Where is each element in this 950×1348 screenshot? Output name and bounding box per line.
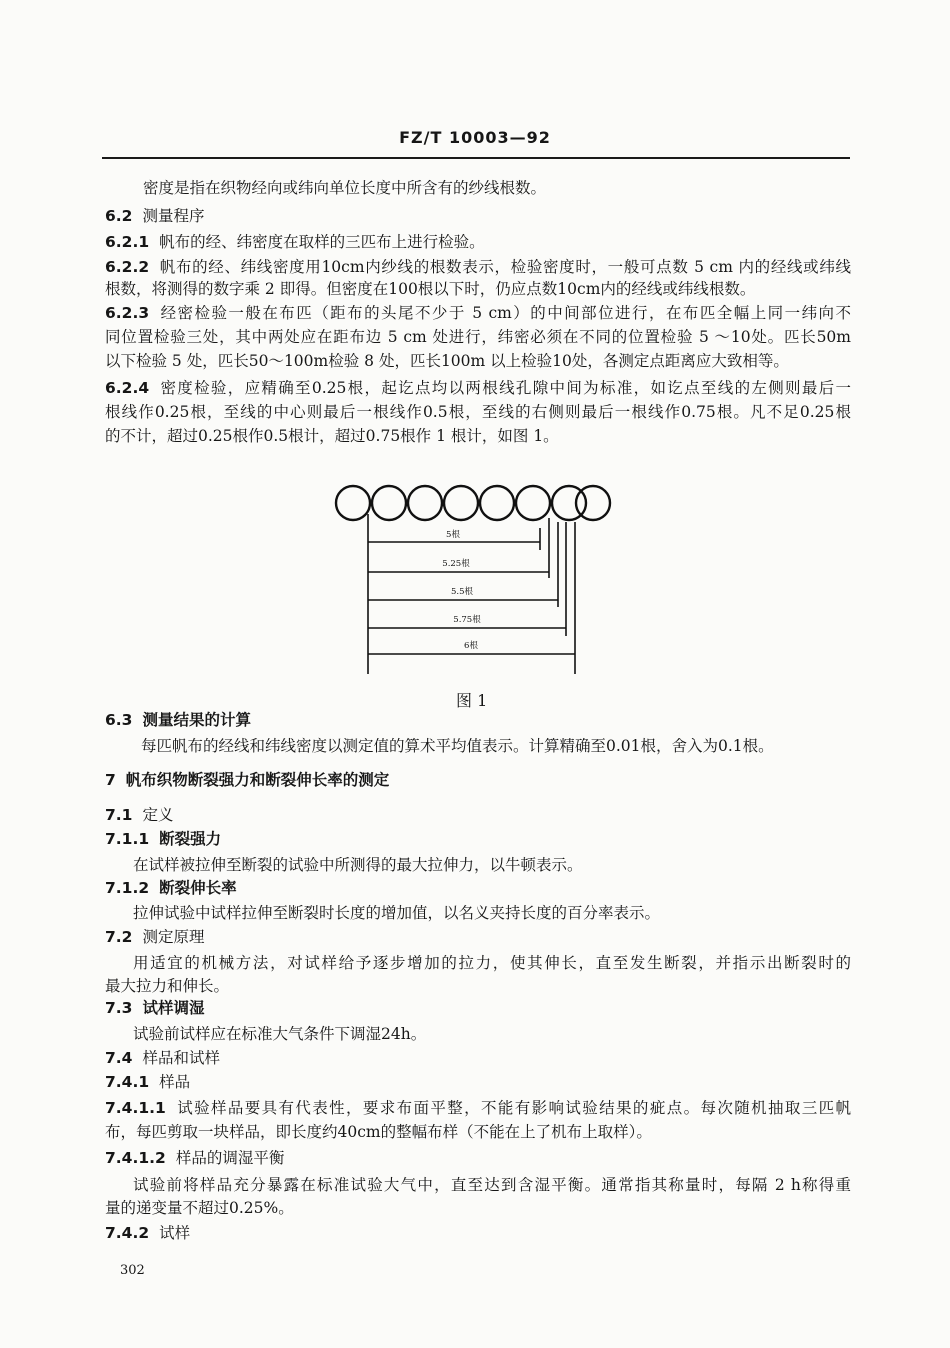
section-7-3-text: 试验前试样应在标准大气条件下调湿24h。 [133,1025,427,1043]
section-number: 7.4.2 [105,1224,150,1242]
section-7-1-1-text: 在试样被拉伸至断裂的试验中所测得的最大拉伸力，以牛顿表示。 [133,856,583,874]
section-6-2-3-line1 [105,303,851,323]
section-6-3 [105,710,251,730]
section-title: 测量程序 [142,207,205,225]
section-7-3 [105,998,204,1018]
section-6-2-3-line3: 以下检验 5 处，匹长50～100m检验 8 处，匹长100m 以上检验10处，各测定点距离应大致相等。 [105,352,789,370]
section-number: 6.2.3 [105,304,150,322]
figure-1-diagram [334,482,612,682]
section-title: 测定原理 [142,928,205,946]
header-rule [102,157,850,159]
yarn-circle [336,486,370,520]
section-7-4-1-1-line2: 布，每匹剪取一块样品，即长度约40cm的整幅布样（不能在上了机布上取样）。 [105,1123,652,1141]
section-number: 7.1.1 [105,830,150,848]
yarn-circle [480,486,514,520]
section-7 [105,770,389,790]
section-6-2-1 [105,232,485,252]
paragraph-text: 帆布的经、纬密度在取样的三匹布上进行检验。 [159,233,485,251]
section-7-2-line1: 用适宜的机械方法，对试样给予逐步增加的拉力，使其伸长，直至发生断裂，并指示出断裂时的 [133,954,851,972]
section-7-4-2 [105,1223,190,1243]
section-title: 样品 [159,1073,191,1091]
section-7-1-1 [105,829,221,849]
section-6-2-4-line1 [105,378,851,398]
section-7-1 [105,805,173,825]
section-title: 样品的调湿平衡 [175,1149,285,1167]
section-7-2-line2: 最大拉力和伸长。 [105,977,230,995]
section-7-4-1-2-line2: 量的递变量不超过0.25%。 [105,1199,294,1217]
yarn-circle [516,486,550,520]
section-7-4-1-1-line1 [105,1098,851,1118]
figure-caption: 图 1 [456,691,488,710]
section-7-4-1-2-line1: 试验前将样品充分暴露在标准试验大气中，直至达到含湿平衡。通常指其称量时，每隔 2 h称得重 [133,1176,851,1194]
section-title: 断裂伸长率 [159,878,237,897]
paragraph-text: 密度检验，应精确至0.25根，起讫点均以两根线孔隙中间为标准，如讫点至线的左侧则最后一 [159,379,851,397]
section-6-2-3-line2: 同位置检验三处，其中两处应在距布边 5 cm 处进行，纬密必须在不同的位置检验 5 ～10处。匹长50m [105,328,851,346]
section-number: 7.3 [105,999,133,1017]
section-number: 6.2.1 [105,233,150,251]
section-number: 6.3 [105,711,133,729]
section-title: 测量结果的计算 [142,710,251,729]
page-number: 302 [120,1263,145,1278]
section-7-1-2 [105,878,237,898]
section-7-4-1 [105,1072,190,1092]
yarn-circle [408,486,442,520]
section-7-4 [105,1048,220,1068]
section-title: 试样调湿 [142,998,205,1017]
section-number: 7 [105,771,116,789]
section-6-2-4-line2: 根线作0.25根，至线的中心则最后一根线作0.5根，至线的右侧则最后一根线作0.75根。凡不足0.25根 [105,403,851,421]
section-6-2-4-line3: 的不计，超过0.25根作0.5根计，超过0.75根作 1 根计，如图 1。 [105,427,559,445]
label-5-75-gen: 5.75根 [453,615,481,625]
section-number: 7.1.2 [105,879,150,897]
section-7-2 [105,927,204,947]
section-number: 6.2 [105,207,133,225]
section-title: 断裂强力 [159,829,222,848]
section-number: 7.4 [105,1049,133,1067]
section-title: 定义 [142,806,174,824]
section-6-2-2-line2: 根数，将测得的数字乘 2 即得。但密度在100根以下时，仍应点数10cm内的经线或纬线根数。 [105,280,756,298]
yarn-circle [576,486,610,520]
section-6-3-text: 每匹帆布的经线和纬线密度以测定值的算术平均值表示。计算精确至0.01根，舍入为0.1根。 [141,737,774,755]
section-number: 7.1 [105,806,133,824]
label-5-5-gen: 5.5根 [450,587,474,597]
yarn-circle [444,486,478,520]
document-header-code: FZ/T 10003—92 [399,128,551,147]
section-title: 样品和试样 [142,1049,220,1067]
section-number: 7.4.1.1 [105,1099,166,1117]
label-5-25-gen: 5.25根 [442,559,470,569]
yarn-circle [372,486,406,520]
paragraph-text: 经密检验一般在布匹（距布的头尾不少于 5 cm）的中间部位进行，在布匹全幅上同一纬向不 [159,304,851,322]
section-title: 帆布织物断裂强力和断裂伸长率的测定 [125,770,390,789]
label-5-gen: 5根 [446,530,460,540]
section-7-4-1-2 [105,1148,284,1168]
section-6-2-2-line1 [105,257,851,277]
section-number: 7.4.1 [105,1073,150,1091]
section-7-1-2-text: 拉伸试验中试样拉伸至断裂时长度的增加值，以名义夹持长度的百分率表示。 [133,904,661,922]
section-title: 试样 [159,1224,191,1242]
section-number: 6.2.4 [105,379,150,397]
paragraph-text: 试验样品要具有代表性，要求布面平整，不能有影响试验结果的疵点。每次随机抽取三匹帆 [175,1099,851,1117]
paragraph-text: 帆布的经、纬线密度用10cm内纱线的根数表示，检验密度时，一般可点数 5 cm 内的经线或纬线 [159,258,851,276]
label-6-gen: 6根 [464,641,478,651]
section-6-2 [105,206,204,226]
section-number: 7.4.1.2 [105,1149,166,1167]
intro-text: 密度是指在织物经向或纬向单位长度中所含有的纱线根数。 [143,179,547,197]
section-number: 6.2.2 [105,258,150,276]
section-number: 7.2 [105,928,133,946]
